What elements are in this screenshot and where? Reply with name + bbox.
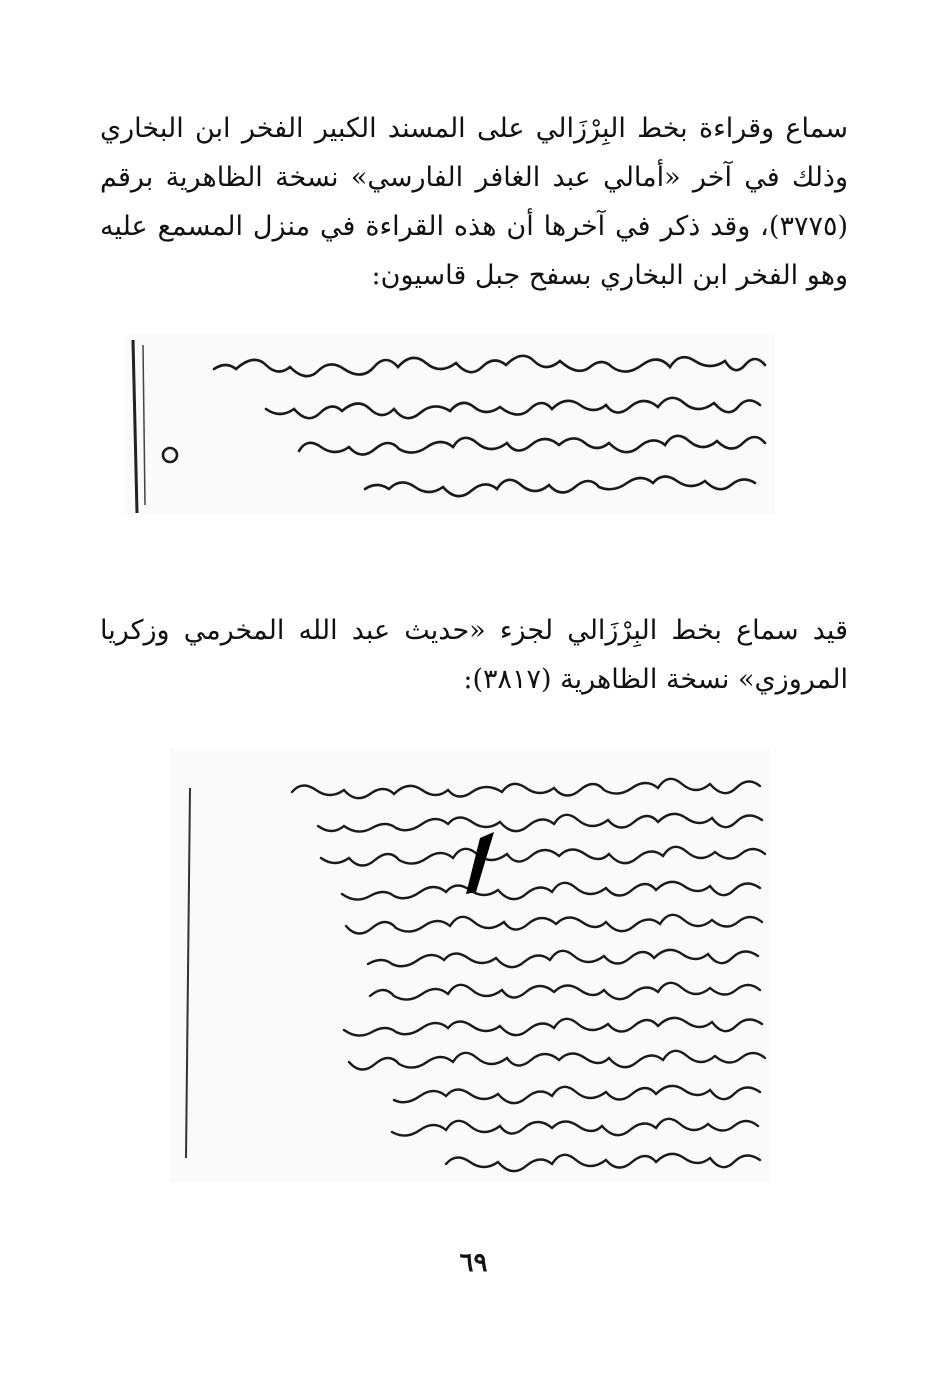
manuscript-1-handwriting	[125, 335, 775, 515]
paragraph-2-line-2: المروزي» نسخة الظاهرية (٣٨١٧):	[463, 664, 848, 695]
paragraph-2-line-1: قيد سماع بخط البِرْزَالي لجزء «حديث عبد الله المخرمي وزكريا	[100, 615, 848, 646]
manuscript-2-handwriting	[170, 748, 770, 1183]
paragraph-1-line-3: (٣٧٧٥)، وقد ذكر في آخرها أن هذه القراءة في منزل المسمع عليه	[100, 211, 848, 242]
paragraph-1	[100, 104, 848, 300]
paragraph-1-line-1: سماع وقراءة بخط البِرْزَالي على المسند الكبير الفخر ابن البخاري	[100, 113, 848, 144]
manuscript-image-2	[170, 748, 770, 1183]
paragraph-1-line-2: وذلك في آخر «أمالي عبد الغافر الفارسي» نسخة الظاهرية برقم	[100, 162, 848, 193]
paragraph-2	[100, 606, 848, 704]
manuscript-image-1	[125, 335, 775, 515]
page-number: ٦٩	[459, 1248, 488, 1278]
paragraph-1-line-4: وهو الفخر ابن البخاري بسفح جبل قاسيون:	[371, 260, 848, 291]
